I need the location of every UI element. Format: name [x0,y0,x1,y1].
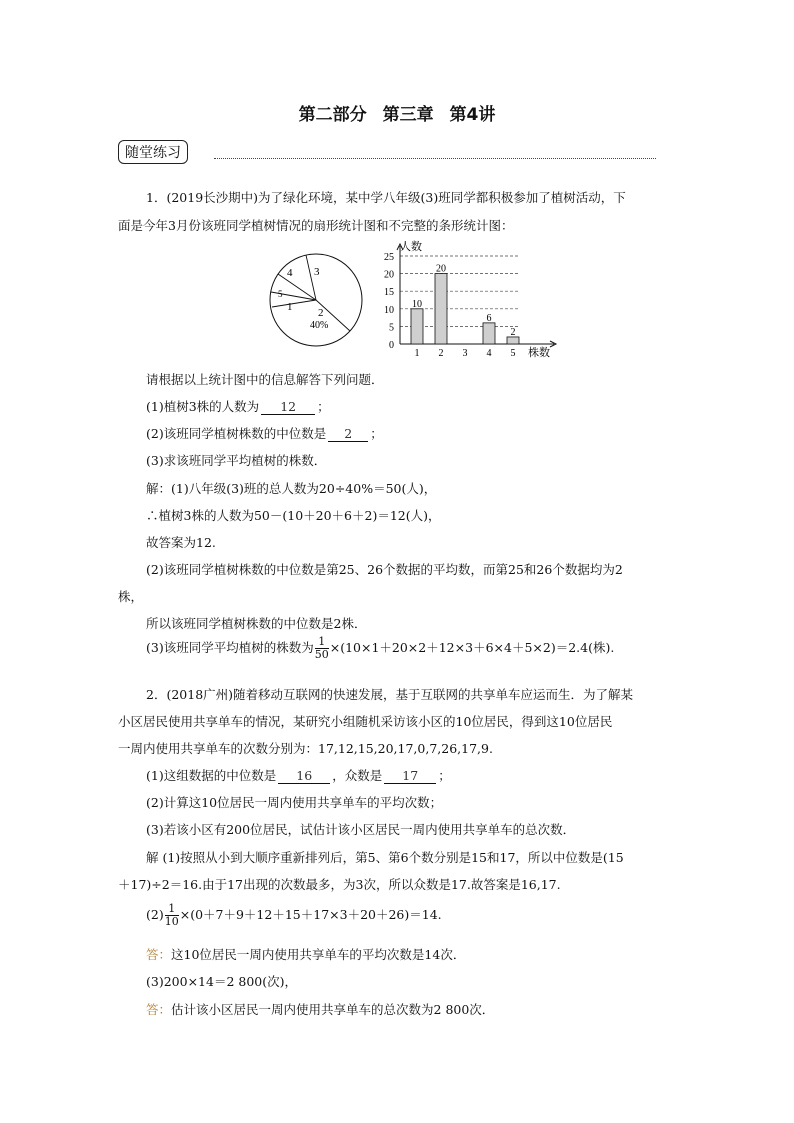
bar [411,309,423,344]
q1-part2: (2)该班同学植树株数的中位数是 2 ； [146,426,383,441]
q2-answer-median: 16 [278,768,330,784]
q2-solution-1: 解 (1)按照从小到大顺序重新排列后，第5、第6个数分别是15和17，所以中位数是(15 [146,850,624,865]
x-tick-label: 2 [438,348,444,359]
x-axis-title: 株数 [528,347,550,359]
pie-label-3: 3 [314,266,320,278]
q2-stem-line3: 一周内使用共享单车的次数分别为：17,12,15,20,17,0,7,26,17,9. [118,741,493,756]
q1-solution-2: ∴植树3株的人数为50－(10＋20＋6＋2)＝12(人)， [146,508,441,523]
q1-solution-4b: 株， [118,589,144,604]
q2-answer-1: 答：这10位居民一周内使用共享单车的平均次数是14次． [146,947,466,962]
bar [483,323,495,344]
bar [507,337,519,344]
y-tick-label: 10 [384,304,394,316]
pie-label-4: 4 [287,267,293,279]
fraction: $\frac{1}{50}$ [314,635,329,661]
q2-stem-line2: 小区居民使用共享单车的情况，某研究小组随机采访该小区的10位居民，得到这10位居民 [118,714,613,729]
bar [435,274,447,344]
bar-data-label: 20 [436,263,446,275]
bar-data-label: 2 [510,326,516,338]
y-tick-label: 20 [384,269,394,281]
bar-data-label: 6 [486,312,492,324]
section-badge: 随堂练习 [118,140,188,164]
q2-solution-4: (3)200×14＝2 800(次)， [146,974,297,989]
y-tick-label: 5 [389,322,394,334]
x-tick-label: 3 [462,348,468,359]
q1-stem-line2: 面是今年3月份该班同学植树情况的扇形统计图和不完整的条形统计图： [118,218,514,233]
q1-answer2: 2 [328,426,368,442]
q1-stem-line1: 1．(2019长沙期中)为了绿化环境，某中学八年级(3)班同学都积极参加了植树活动，下 [146,190,626,205]
pie-annotation: 40% [310,320,329,331]
q2-stem-line1: 2．(2018广州)随着移动互联网的快速发展，基于互联网的共享单车应运而生．为了解某 [146,687,634,702]
q1-answer1: 12 [261,399,315,415]
q2-part2: (2)计算这10位居民一周内使用共享单车的平均次数； [146,795,443,810]
q1-solution-5: 所以该班同学植树株数的中位数是2株． [146,616,367,631]
q1-solution-3: 故答案为12. [146,535,216,550]
pie-label-1: 1 [287,301,293,313]
q1-part3: (3)求该班同学平均植树的株数． [146,453,327,468]
q1-solution-6: (3)该班同学平均植树的株数为 $\frac{1}{50}$ ×(10×1＋20×2＋12×3＋6×4＋5×2)＝2.4(株). [146,635,615,661]
q2-solution-3: (2) $\frac{1}{10}$ ×(0＋7＋9＋12＋15＋17×3＋20＋26)＝14. [146,902,442,928]
q1-intro: 请根据以上统计图中的信息解答下列问题． [146,372,384,387]
y-tick-label: 25 [384,252,394,263]
header-divider [214,158,656,159]
bar-chart [370,238,560,364]
x-tick-label: 4 [486,348,492,359]
q1-solution-4: (2)该班同学植树株数的中位数是第25、26个数据的平均数，而第25和26个数据均为2 [146,562,623,577]
bar-data-label: 10 [412,298,422,310]
pie-chart [266,250,366,350]
y-tick-label: 15 [384,287,394,299]
q1-part1: (1)植树3株的人数为 12 ； [146,399,330,414]
y-tick-label: 0 [389,340,394,351]
page-title: 第二部分 第三章 第4讲 [298,105,496,125]
y-axis-title: 人数 [400,241,422,253]
pie-label-2: 2 [318,307,324,319]
q2-solution-2: ＋17)÷2＝16.由于17出现的次数最多，为3次，所以众数是17.故答案是16,17. [118,877,561,892]
q2-part3: (3)若该小区有200位居民，试估计该小区居民一周内使用共享单车的总次数． [146,822,576,837]
q2-answer-mode: 17 [384,768,436,784]
q2-part1: (1)这组数据的中位数是 16 ，众数是 17 ； [146,768,451,783]
x-tick-label: 1 [414,348,420,359]
pie-label-5: 5 [278,289,283,299]
x-tick-label: 5 [510,348,516,359]
q2-answer-2: 答：估计该小区居民一周内使用共享单车的总次数为2 800次． [146,1002,495,1017]
q1-solution-1: 解：(1)八年级(3)班的总人数为20÷40%＝50(人)， [146,481,437,496]
fraction: $\frac{1}{10}$ [164,902,179,928]
